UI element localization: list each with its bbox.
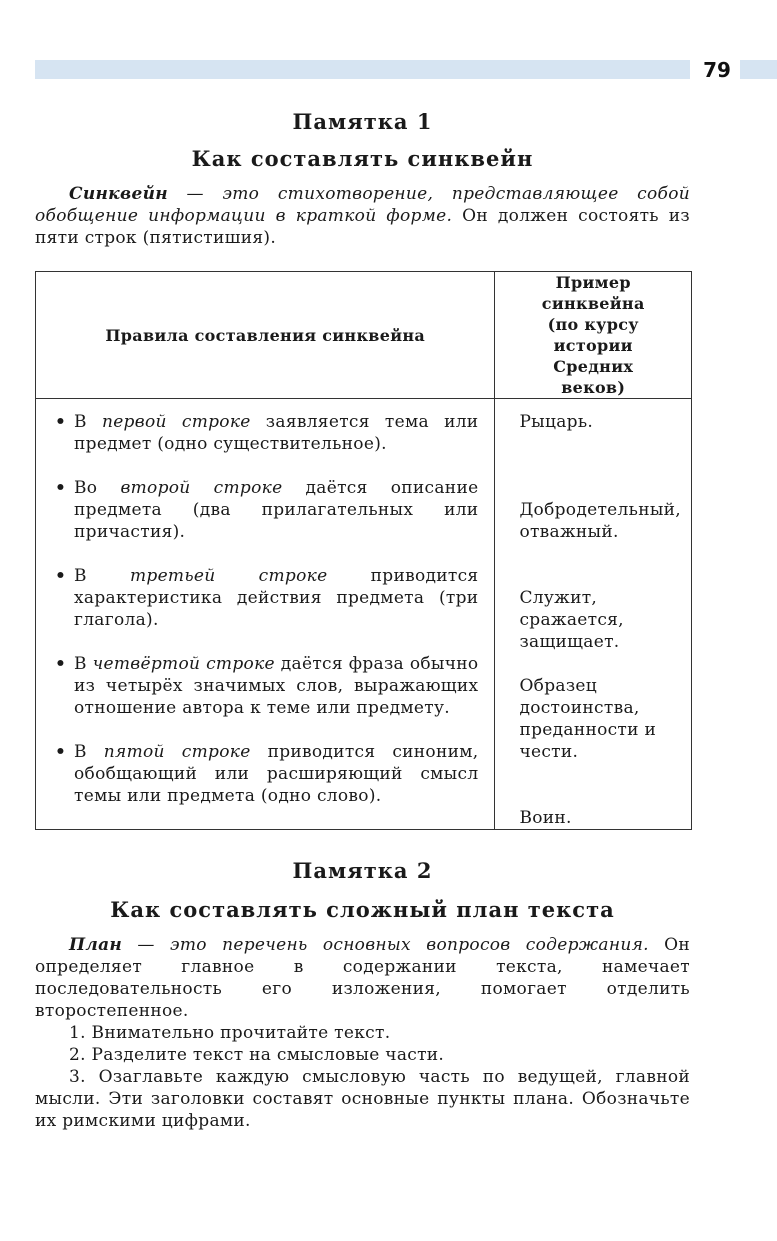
rule-item-1: • В первой строке заявляется тема или предмет (одно существительное). xyxy=(36,411,494,455)
table-header-example: Пример синквейна (по курсу истории Средних веков) xyxy=(495,272,692,399)
memo2-term: План xyxy=(69,935,123,955)
memo1-definition: — это стихотворение, представляющее собой обобщение информации в краткой форме. xyxy=(35,184,690,226)
memo2-subtitle: Как составлять сложный план текста xyxy=(110,897,615,922)
plan-step-2: 2. Разделите текст на смысловые части. xyxy=(69,1045,445,1065)
example-item-4: Образец достоинства, преданности и чести. xyxy=(519,676,657,762)
rule-item-3: • В третьей строке приводится характеристика действия предмета (три глагола). xyxy=(36,565,494,631)
plan-step-1: 1. Внимательно прочитайте текст. xyxy=(69,1023,391,1043)
header-band-tail xyxy=(740,60,777,79)
memo2-intro-rest: Он определяет главное в содержании текста, намечает последовательность его изложения, помогает отделить второстепенное. xyxy=(35,935,690,1021)
example-item-2: Добродетельный, отважный. xyxy=(519,500,681,542)
memo1-title: Памятка 1 xyxy=(292,109,433,134)
memo2-title: Памятка 2 xyxy=(292,858,433,883)
rule-item-2: • Во второй строке даётся описание предмета (два прилагательных или причастия). xyxy=(36,477,494,543)
rule-item-5: • В пятой строке приводится синоним, обобщающий или расширяющий смысл темы или предмета (одно слово). xyxy=(36,741,494,807)
page-content xyxy=(35,105,690,1132)
cinquain-table xyxy=(35,271,692,830)
memo2-definition: — это перечень основных вопросов содержания. xyxy=(122,935,649,955)
example-item-1: Рыцарь. xyxy=(519,412,594,432)
example-item-3: Служит, сражается, защищает. xyxy=(519,588,624,652)
rule-item-4: • В четвёртой строке даётся фраза обычно из четырёх значимых слов, выражающих отношение автора к теме или предмету. xyxy=(36,653,494,719)
header-band xyxy=(35,60,690,79)
memo1-intro-rest: Он должен состоять из пяти строк (пятистишия). xyxy=(35,206,690,248)
example-item-5: Воин. xyxy=(519,808,572,828)
table-header-rules: Правила составления синквейна xyxy=(36,272,495,399)
memo1-subtitle: Как составлять синквейн xyxy=(191,146,534,171)
memo2-intro xyxy=(35,934,690,1022)
page-number: 79 xyxy=(703,58,731,82)
rules-column xyxy=(36,399,495,830)
plan-step-3: 3. Озаглавьте каждую смысловую часть по ведущей, главной мысли. Эти заголовки составят основные пункты плана. Обозначьте их римскими цифрами. xyxy=(35,1067,690,1131)
memo1-term: Синквейн xyxy=(69,184,168,204)
memo1-intro xyxy=(35,183,690,249)
examples-column xyxy=(495,399,692,830)
table-row xyxy=(36,399,692,830)
